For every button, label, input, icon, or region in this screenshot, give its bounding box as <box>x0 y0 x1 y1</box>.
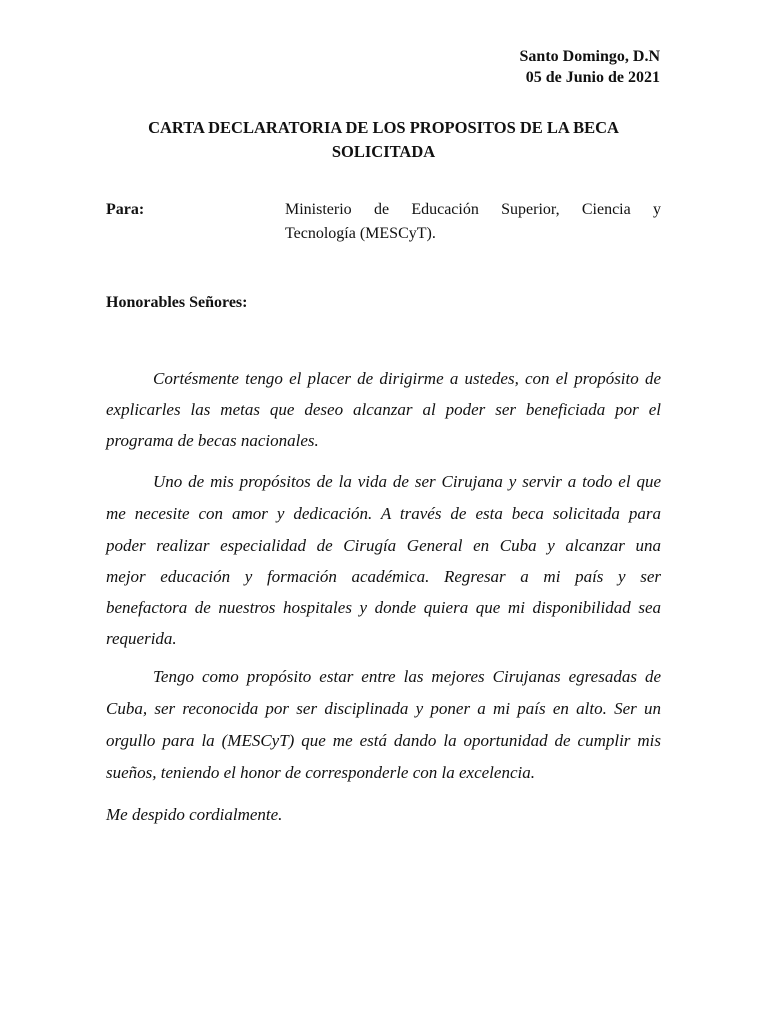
text-line: mejor educación y formación académica. Regresar a mi país y ser <box>106 567 661 586</box>
text-line: explicarles las metas que deseo alcanzar al poder ser beneficiada por el <box>106 400 661 419</box>
text-line: Cuba, ser reconocida por ser disciplinada y poner a mi país en alto. Ser un <box>106 699 661 718</box>
text-line: programa de becas nacionales. <box>106 431 319 450</box>
text-line: sueños, teniendo el honor de corresponderle con la excelencia. <box>106 763 535 782</box>
recipient-line: Ministerio de Educación Superior, Ciencia y <box>285 201 661 218</box>
text-line: benefactora de nuestros hospitales y donde quiera que mi disponibilidad sea <box>106 598 661 617</box>
place: Santo Domingo, D.N <box>519 48 660 65</box>
text-line: poder realizar especialidad de Cirugía General en Cuba y alcanzar una <box>106 536 661 555</box>
title-line: CARTA DECLARATORIA DE LOS PROPOSITOS DE LA BECA <box>148 118 619 137</box>
recipient-label: Para: <box>106 201 145 218</box>
text-line: Tengo como propósito estar entre las mejores Cirujanas egresadas de <box>153 667 661 686</box>
date: 05 de Junio de 2021 <box>525 69 660 86</box>
text-line: orgullo para la (MESCyT) que me está dando la oportunidad de cumplir mis <box>106 731 661 750</box>
title-line: SOLICITADA <box>331 142 436 161</box>
letter-title <box>106 116 661 164</box>
text-line: me necesite con amor y dedicación. A través de esta beca solicitada para <box>106 504 661 523</box>
text-line: requerida. <box>106 629 177 648</box>
closing: Me despido cordialmente. <box>106 805 283 824</box>
text-line: Uno de mis propósitos de la vida de ser Cirujana y servir a todo el que <box>153 472 661 491</box>
text-line: Cortésmente tengo el placer de dirigirme a ustedes, con el propósito de <box>153 369 661 388</box>
recipient-line: Tecnología (MESCyT). <box>285 225 436 242</box>
salutation: Honorables Señores: <box>106 294 248 311</box>
